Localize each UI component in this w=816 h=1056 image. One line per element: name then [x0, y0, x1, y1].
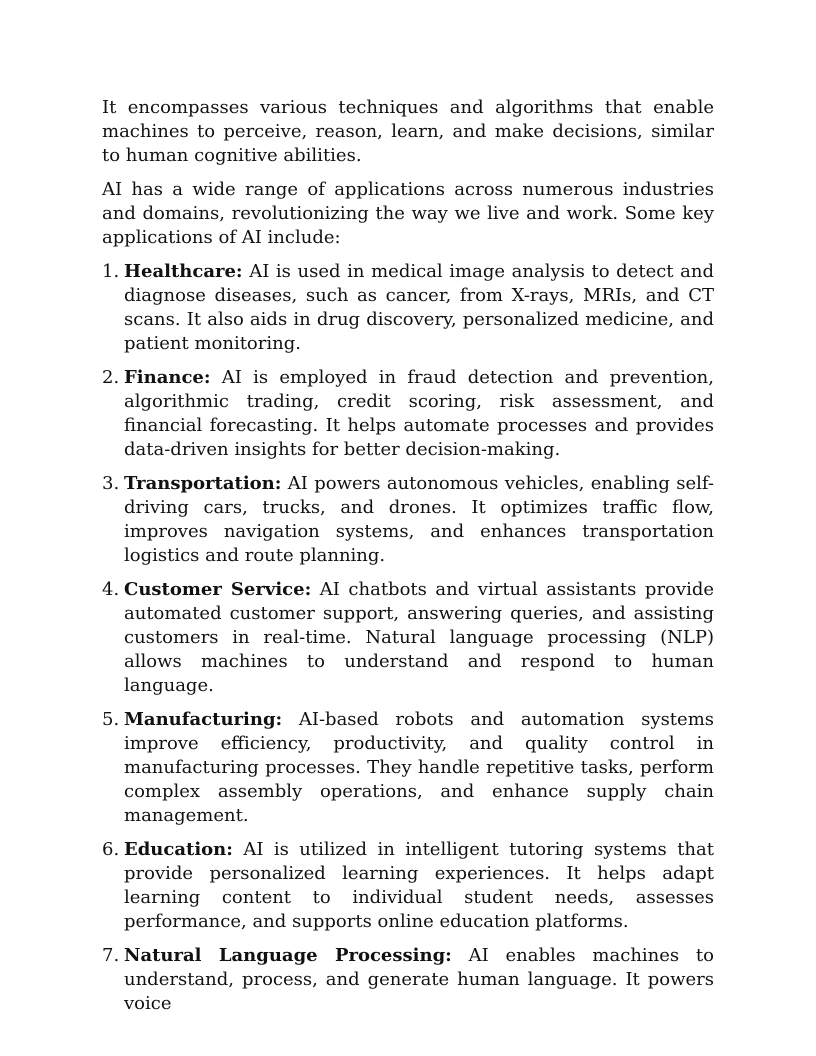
list-term: Education:	[124, 839, 233, 860]
list-text: AI-based robots and automation systems improve efficiency, productivity, and quality control in manufacturing processes. They handle repetitive tasks, perform complex assembly operations, and enhance supply chain management.	[124, 709, 714, 826]
list-item-natural-language-processing	[102, 944, 714, 1016]
list-text: AI is used in medical image analysis to detect and diagnose diseases, such as cancer, from X-rays, MRIs, and CT scans. It also aids in drug discovery, personalized medicine, and patient monitoring.	[124, 261, 714, 354]
list-term: Manufacturing:	[124, 709, 283, 730]
list-item-healthcare	[102, 260, 714, 356]
list-term: Customer Service:	[124, 579, 312, 600]
list-item-transportation	[102, 472, 714, 568]
list-item-customer-service	[102, 578, 714, 698]
list-text: AI chatbots and virtual assistants provide automated customer support, answering queries, and assisting customers in real-time. Natural language processing (NLP) allows machines to understand and respond to human language.	[124, 579, 714, 696]
list-text: AI enables machines to understand, process, and generate human language. It powers voice	[124, 945, 714, 1014]
list-text: AI is utilized in intelligent tutoring systems that provide personalized learning experiences. It helps adapt learning content to individual student needs, assesses performance, and supports online education platforms.	[124, 839, 714, 932]
applications-list	[102, 260, 714, 1016]
list-number: 1.	[102, 261, 120, 282]
list-term: Transportation:	[124, 473, 282, 494]
list-text: AI is employed in fraud detection and prevention, algorithmic trading, credit scoring, risk assessment, and financial forecasting. It helps automate processes and provides data-driven insights for better decision-making.	[124, 367, 714, 460]
list-term: Natural Language Processing:	[124, 945, 452, 966]
applications-intro-paragraph: AI has a wide range of applications across numerous industries and domains, revolutionizing the way we live and work. Some key applications of AI include:	[102, 179, 714, 248]
list-number: 6.	[102, 839, 120, 860]
list-number: 7.	[102, 945, 120, 966]
list-number: 4.	[102, 579, 120, 600]
list-number: 5.	[102, 709, 120, 730]
list-number: 3.	[102, 473, 120, 494]
document-page	[102, 96, 714, 1026]
list-number: 2.	[102, 367, 120, 388]
list-item-education	[102, 838, 714, 934]
intro-paragraph: It encompasses various techniques and algorithms that enable machines to perceive, reason, learn, and make decisions, similar to human cognitive abilities.	[102, 97, 714, 166]
list-text: AI powers autonomous vehicles, enabling self-driving cars, trucks, and drones. It optimizes traffic flow, improves navigation systems, and enhances transportation logistics and route planning.	[124, 473, 714, 566]
list-item-finance	[102, 366, 714, 462]
list-term: Healthcare:	[124, 261, 243, 282]
list-item-manufacturing	[102, 708, 714, 828]
list-term: Finance:	[124, 367, 211, 388]
